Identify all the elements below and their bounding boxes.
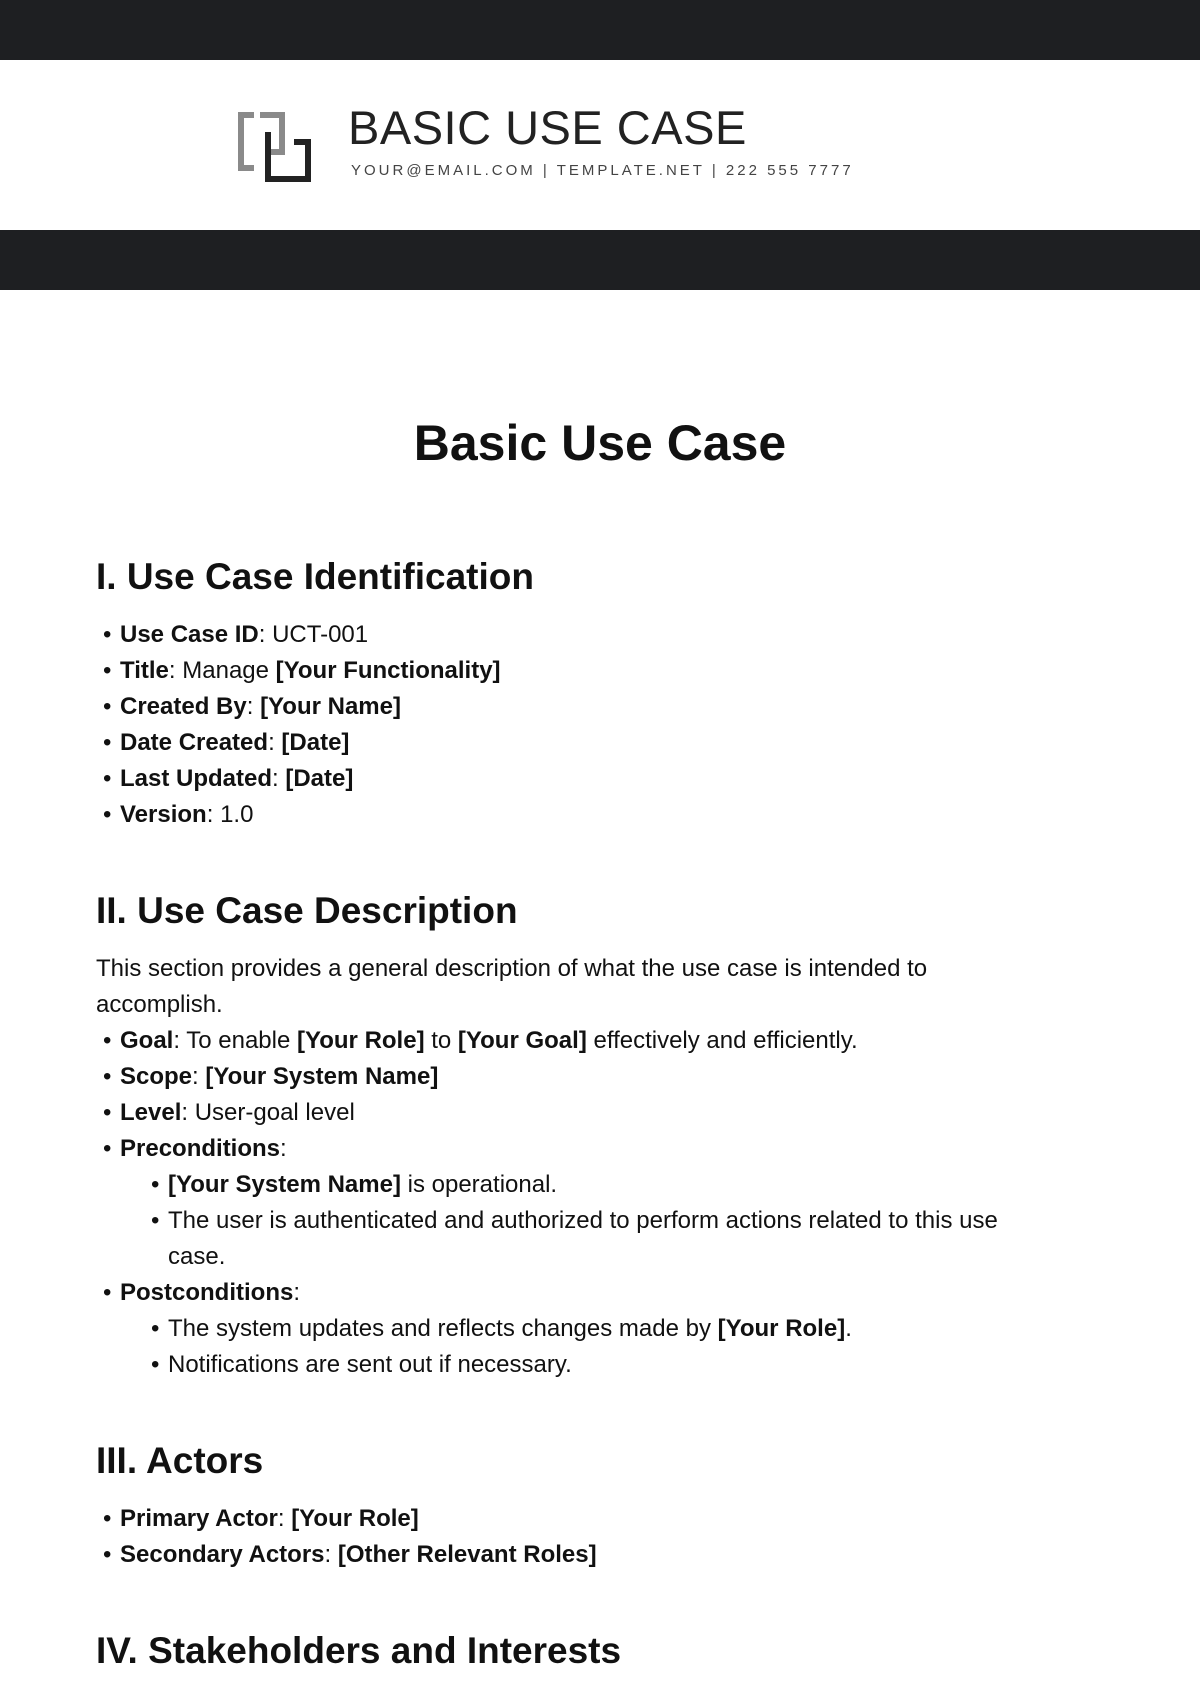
section-stakeholders [96,1629,1056,1673]
list-item: • Title: Manage [Your Functionality] [96,653,1056,689]
list-item-level: • Level: User-goal level [96,1095,1056,1131]
document-body [96,555,1056,1673]
sub-list-item: • [Your System Name] is operational. [120,1167,1056,1203]
header-top-band [0,0,1200,60]
section-heading: II. Use Case Description [96,890,518,931]
section-heading: III. Actors [96,1440,264,1481]
list-item-goal: • Goal: To enable [Your Role] to [Your Goal] effectively and efficiently. [96,1023,1056,1059]
section-description [96,889,1056,1383]
section-intro: This section provides a general description of what the use case is intended to accomplish. [96,955,928,1018]
sub-list-item: • The user is authenticated and authorized to perform actions related to this use case. [120,1203,1056,1275]
list-item: • Last Updated: [Date] [96,761,1056,797]
list-item: • Date Created: [Date] [96,725,1056,761]
brand-contact-line: YOUR@EMAIL.COM | TEMPLATE.NET | 222 555 7777 [351,162,854,179]
section-actors [96,1439,1056,1573]
list-item: • Primary Actor: [Your Role] [96,1501,1056,1537]
list-item-scope: • Scope: [Your System Name] [96,1059,1056,1095]
brand-title: BASIC USE CASE [348,101,747,154]
list-item-preconditions: • Preconditions: • [Your System Name] is operational. • The user is authenticated and authorized to perform actions related to this use case. [96,1131,1056,1275]
document-title: Basic Use Case [413,415,787,471]
header-bottom-band [0,230,1200,290]
section-heading: IV. Stakeholders and Interests [96,1630,622,1671]
list-item: • Use Case ID: UCT-001 [96,617,1056,653]
section-heading: I. Use Case Identification [96,556,534,597]
list-item-postconditions: • Postconditions: • The system updates and reflects changes made by [Your Role]. • Notifications are sent out if necessary. [96,1275,1056,1383]
sub-list-item: • Notifications are sent out if necessary. [120,1347,1056,1383]
list-item: • Created By: [Your Name] [96,689,1056,725]
bracket-square-logo-icon [238,112,312,182]
list-item: • Version: 1.0 [96,797,1056,833]
sub-list-item: • The system updates and reflects changes made by [Your Role]. [120,1311,1056,1347]
section-identification [96,555,1056,833]
list-item: • Secondary Actors: [Other Relevant Roles] [96,1537,1056,1573]
